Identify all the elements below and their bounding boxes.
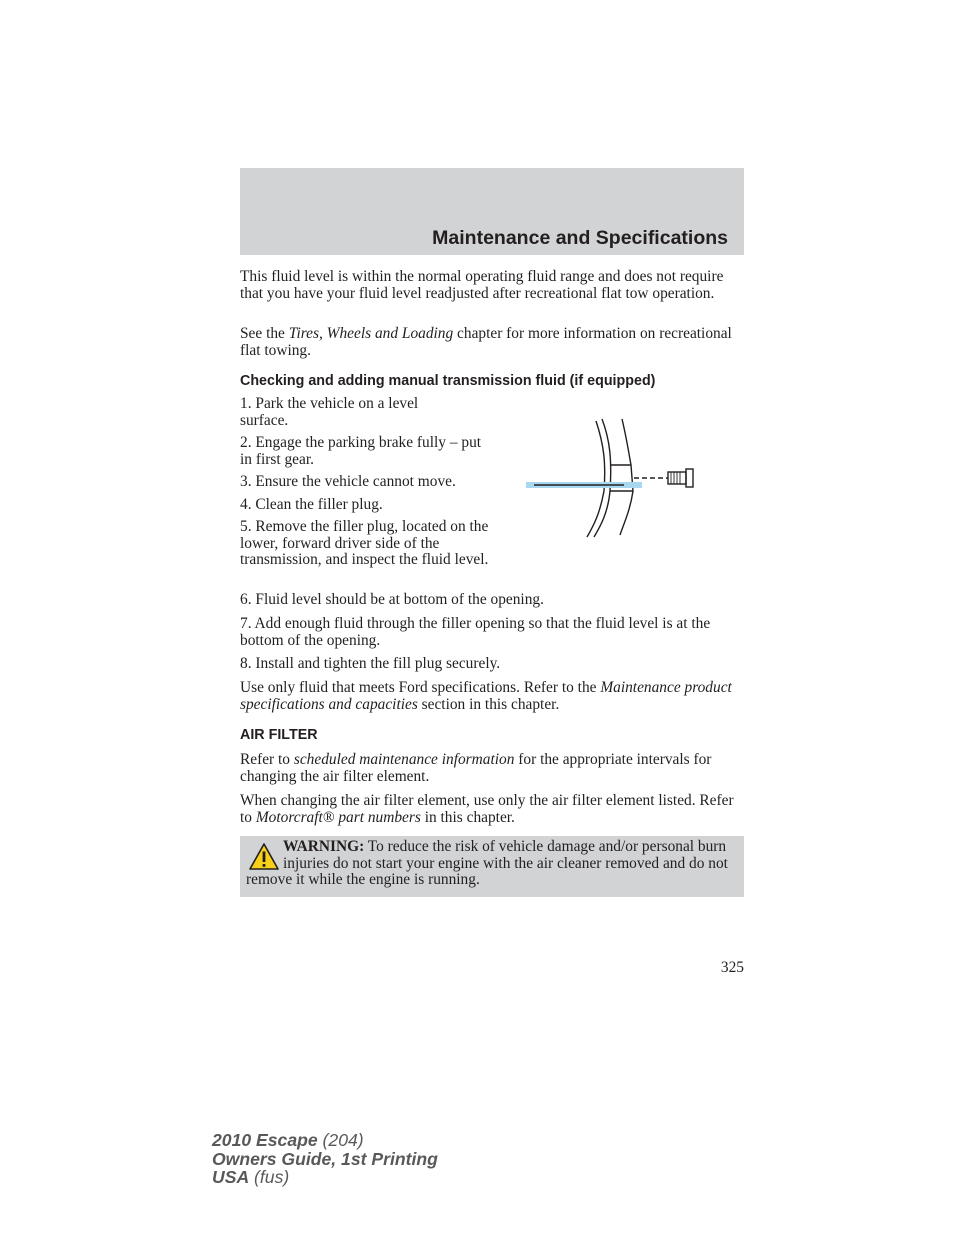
step-7: 7. Add enough fluid through the filler opening so that the fluid level is at the bottom of the opening. (240, 615, 711, 649)
page-number: 325 (720, 959, 744, 976)
step-4: 4. Clean the filler plug. (240, 496, 383, 513)
tires-chapter-ref: Tires, Wheels and Loading (288, 325, 454, 342)
warning-label: WARNING: (283, 838, 365, 855)
scheduled-maintenance-ref: scheduled maintenance information (293, 751, 515, 768)
warning-box (240, 836, 744, 897)
section-header-band (240, 168, 744, 255)
step-2: 2. Engage the parking brake fully – put in first gear. (240, 434, 482, 468)
intro-paragraph: This fluid level is within the normal operating fluid range and does not require that you have your fluid level readjusted after recreational flat tow operation. (240, 268, 724, 302)
warning-text: WARNING: To reduce the risk of vehicle damage and/or personal burn injuries do not start your engine with the air cleaner removed and do not remove it while the engine is running. (246, 838, 728, 888)
air-filter-paragraph-2: When changing the air filter element, use only the air filter element listed. Refer to Motorcraft® part numbers in this chapter. (240, 792, 734, 826)
step-3: 3. Ensure the vehicle cannot move. (240, 473, 456, 490)
step-8: 8. Install and tighten the fill plug securely. (240, 655, 501, 672)
capacities-ref: Maintenance product specifications and capacities (240, 679, 732, 713)
manual-transmission-heading: Checking and adding manual transmission fluid (if equipped) (240, 373, 656, 389)
step-5: 5. Remove the filler plug, located on the lower, forward driver side of the transmission, and inspect the fluid level. (240, 518, 489, 568)
step-1: 1. Park the vehicle on a level surface. (240, 395, 419, 429)
plug-head (686, 469, 693, 487)
transmission-filler-plug-illustration (520, 415, 700, 540)
air-filter-heading: AIR FILTER (240, 727, 318, 743)
section-title: Maintenance and Specifications (432, 227, 728, 249)
step-6: 6. Fluid level should be at bottom of the opening. (240, 591, 544, 608)
fluid-spec-paragraph: Use only fluid that meets Ford specifications. Refer to the Maintenance product specifications and capacities section in this chapter. (240, 679, 732, 713)
housing-left-edge (587, 421, 605, 537)
see-tires-paragraph: See the Tires, Wheels and Loading chapter for more information on recreational flat towing. (240, 325, 732, 359)
document-footer: 2010 Escape (204) Owners Guide, 1st Printing USA (fus) (212, 1130, 438, 1187)
housing-right-edge (620, 419, 633, 535)
air-filter-paragraph-1: Refer to scheduled maintenance information for the appropriate intervals for changing the air filter element. (240, 751, 712, 785)
motorcraft-ref: Motorcraft® part numbers (255, 808, 421, 826)
